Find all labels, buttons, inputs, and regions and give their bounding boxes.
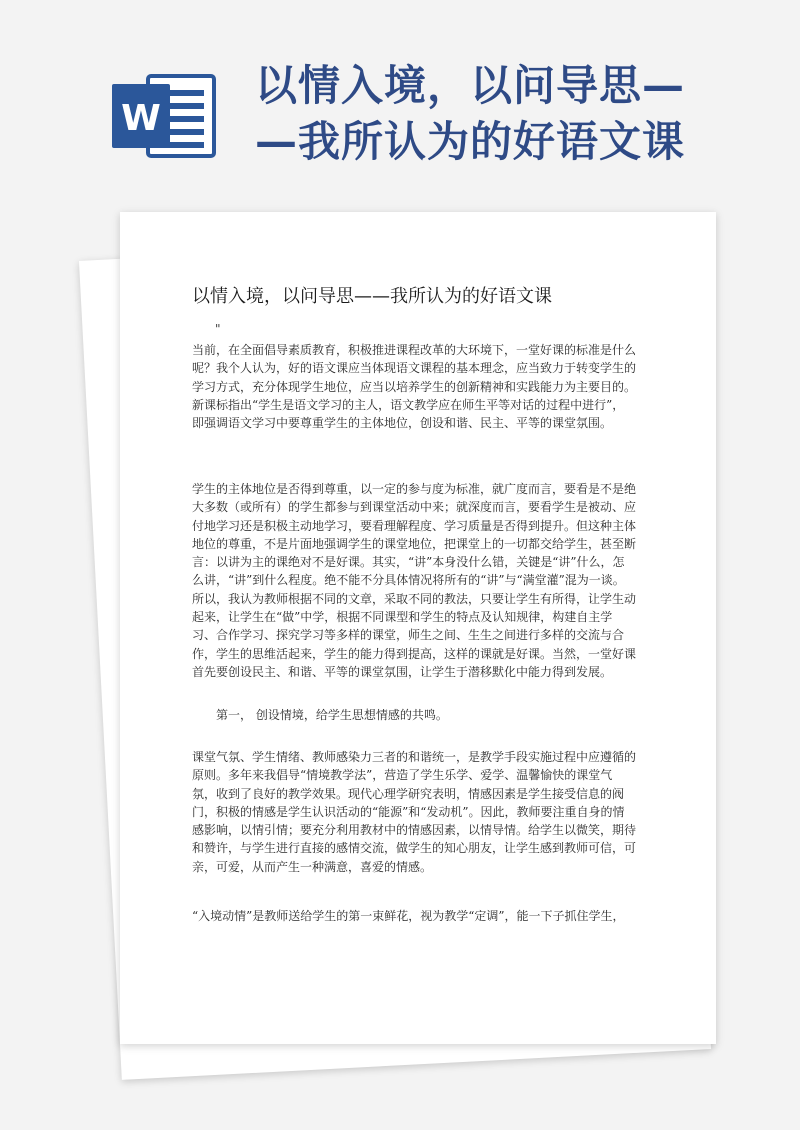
section-heading-first: 第一， 创设情境，给学生思想情感的共鸣。 [216,708,448,722]
banner-title [255,58,755,170]
banner-title-line-2: —我所认为的好语文课 [255,117,686,166]
banner-title-line-1: 以情入境，以问导思— [255,61,686,110]
document-title: 以情入境，以问导思——我所认为的好语文课 [192,286,552,307]
paragraph-intro: 当前，在全面倡导素质教育，积极推进课程改革的大环境下，一堂好课的标准是什么呢？我个人认为，好的语文课应当体现语文课程的基本理念，应当致力于转变学生的学习方式，充分体现学生地位，应当以培养学生的创新精神和实践能力为主要目的。新课标指出“学生是语文学习的主人，语文教学应在师生平等对话的过程中进行”，即强调语文学习中要尊重学生的主体地位，创设和谐、民主、平等的课堂氛围。 [192,343,637,431]
word-icon-letter: W [121,98,161,139]
paragraph-student-subject: 学生的主体地位是否得到尊重，以一定的参与度为标准，就广度而言，要看是不是绝大多数（或所有）的学生都参与到课堂活动中来；就深度而言，要看学生是被动、应付地学习还是积极主动地学习，要看理解程度、学习质量是否得到提升。但这种主体地位的尊重，不是片面地强调学生的课堂地位，把课堂上的一切都交给学生，甚至断言：以讲为主的课绝对不是好课。其实，“讲”本身没什么错，关键是“讲”什么，怎么讲，“讲”到什么程度。绝不能不分具体情况将所有的“讲”与“满堂灌”混为一谈。所以，我认为教师根据不同的文章，采取不同的教法，只要让学生有所得，让学生动起来，让学生在“做”中学，根据不同课型和学生的特点及认知规律，构建自主学习、合作学习、探究学习等多样的课堂，师生之间、生生之间进行多样的交流与合作，学生的思维活起来，学生的能力得到提高，这样的课就是好课。当然，一堂好课首先要创设民主、和谐、平等的课堂氛围，让学生于潜移默化中能力得到发展。 [192,482,637,679]
paragraph-classroom-atmosphere: 课堂气氛、学生情绪、教师感染力三者的和谐统一，是教学手段实施过程中应遵循的原则。多年来我倡导“情境教学法”，营造了学生乐学、爱学、温馨愉快的课堂气氛，收到了良好的教学效果。现代心理学研究表明，情感因素是学生接受信息的阀门，积极的情感是学生认识活动的“能源”和“发动机”。因此，教师要注重自身的情感影响，以情引情；要充分利用教材中的情感因素，以情导情。给学生以微笑，期待和赞许，与学生进行直接的感情交流，做学生的知心朋友，让学生感到教师可信，可亲，可爱，从而产生一种满意，喜爱的情感。 [192,750,637,874]
document-page [120,212,716,1044]
stray-quote-mark: " [215,322,221,336]
paragraph-enter-emotion: “入境动情”是教师送给学生的第一束鲜花，视为教学“定调”，能一下子抓住学生， [192,909,625,923]
word-icon [110,70,218,162]
header-banner [0,0,800,205]
